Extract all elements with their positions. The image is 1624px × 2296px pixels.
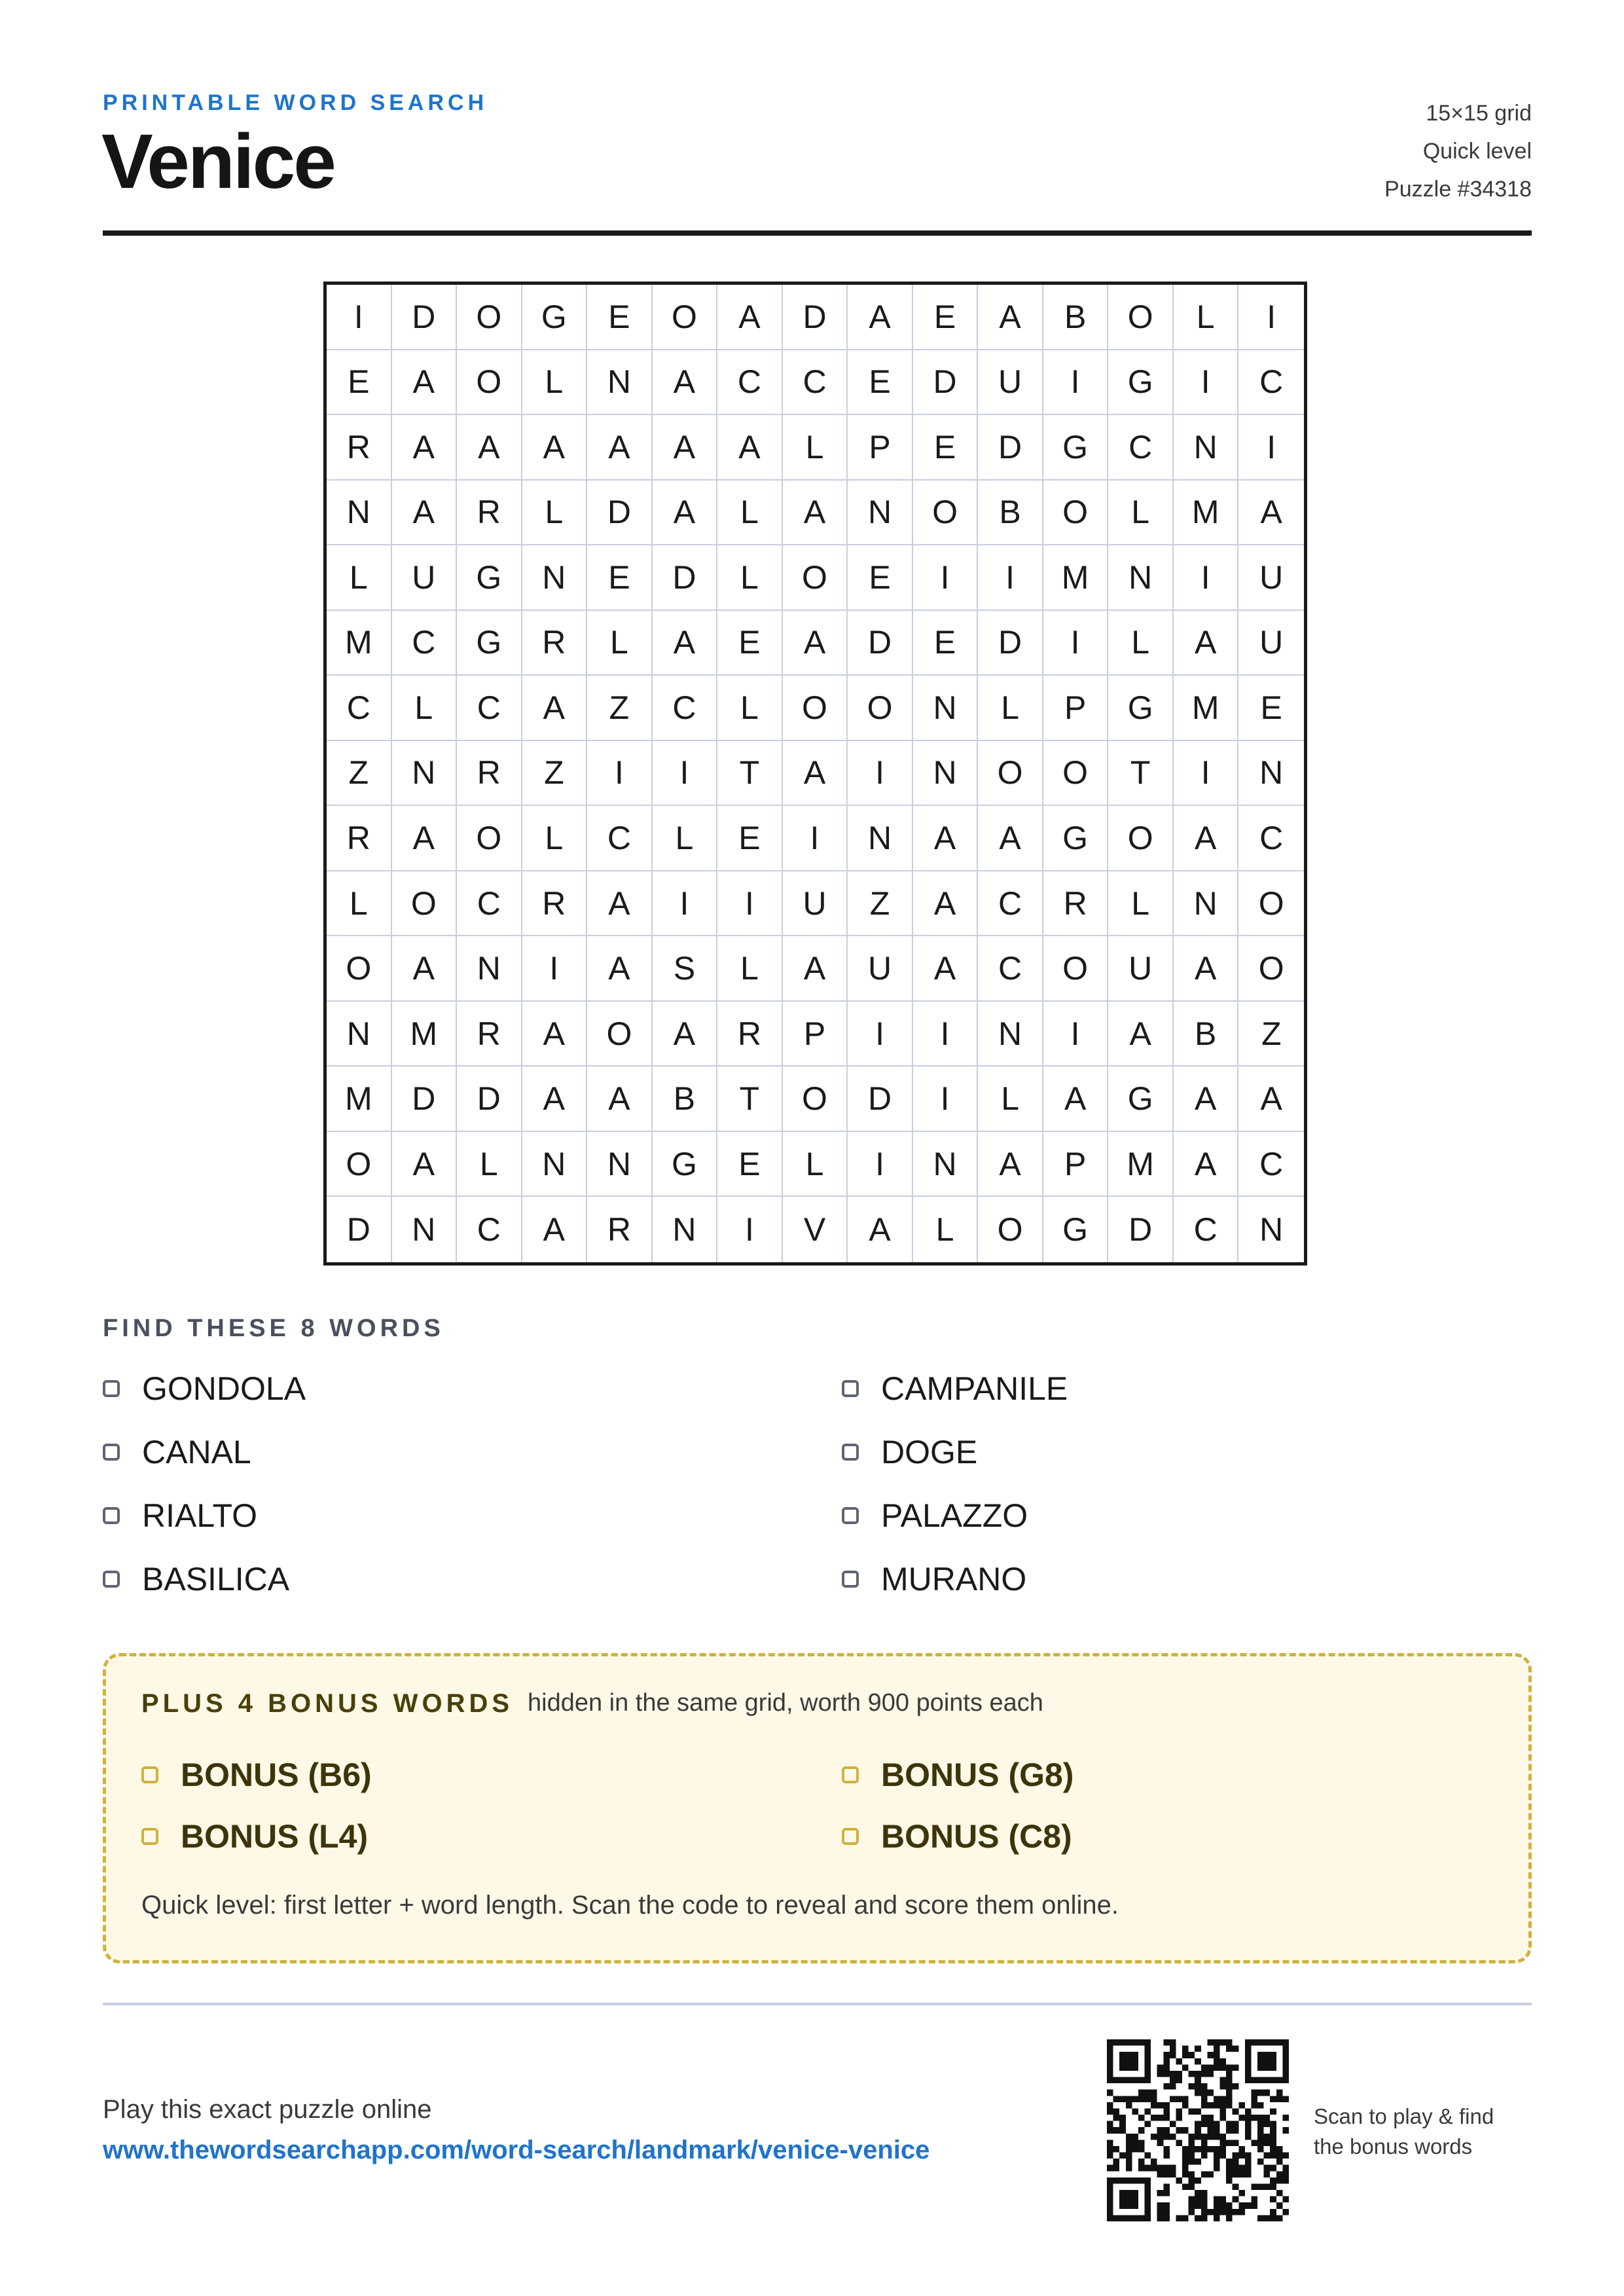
grid-cell[interactable]: G xyxy=(457,545,522,611)
grid-cell[interactable]: G xyxy=(1108,676,1174,741)
word-label: CAMPANILE xyxy=(881,1370,1068,1407)
grid-cell[interactable]: I xyxy=(327,285,392,350)
grid-cell[interactable]: L xyxy=(717,936,783,1002)
qr-caption-line: Scan to play & find xyxy=(1314,2104,1494,2128)
grid-cell[interactable]: R xyxy=(457,1002,522,1067)
bonus-item[interactable] xyxy=(842,1756,1074,1794)
grid-cell[interactable]: A xyxy=(1174,936,1239,1002)
grid-cell[interactable]: M xyxy=(1174,481,1239,546)
bonus-heading: PLUS 4 BONUS WORDS xyxy=(141,1689,514,1718)
grid-cell[interactable]: Z xyxy=(522,741,588,807)
header-divider xyxy=(103,230,1532,236)
grid-cell[interactable]: M xyxy=(1174,676,1239,741)
bonus-checkbox[interactable] xyxy=(141,1766,158,1783)
grid-cell[interactable]: A xyxy=(978,806,1043,871)
grid-cell[interactable]: A xyxy=(653,1002,718,1067)
grid-cell[interactable]: C xyxy=(978,936,1043,1002)
grid-cell[interactable]: L xyxy=(392,676,458,741)
grid-cell[interactable]: C xyxy=(392,611,458,676)
grid-cell[interactable]: B xyxy=(1174,1002,1239,1067)
grid-cell[interactable]: A xyxy=(783,741,848,807)
puzzle-url-link[interactable]: www.thewordsearchapp.com/word-search/landmark/venice-venice xyxy=(103,2136,930,2164)
grid-cell[interactable]: N xyxy=(848,806,913,871)
grid-cell[interactable]: N xyxy=(587,350,653,416)
grid-cell[interactable]: C xyxy=(457,1197,522,1262)
page-title: Venice xyxy=(101,118,334,205)
grid-cell[interactable]: L xyxy=(522,350,588,416)
grid-cell[interactable]: D xyxy=(978,611,1043,676)
grid-cell[interactable]: A xyxy=(653,350,718,416)
grid-cell[interactable]: D xyxy=(392,285,458,350)
word-checkbox[interactable] xyxy=(103,1571,120,1588)
qr-caption-line: the bonus words xyxy=(1314,2134,1473,2159)
word-checkbox[interactable] xyxy=(842,1444,859,1461)
grid-cell[interactable]: E xyxy=(587,285,653,350)
grid-cell[interactable]: A xyxy=(1238,1066,1304,1132)
grid-cell[interactable]: L xyxy=(913,1197,979,1262)
word-item[interactable] xyxy=(842,1433,977,1471)
grid-cell[interactable]: G xyxy=(1108,350,1174,416)
grid-cell[interactable]: I xyxy=(913,1002,979,1067)
grid-cell[interactable]: A xyxy=(848,285,913,350)
grid-cell[interactable]: M xyxy=(1043,545,1109,611)
grid-cell[interactable]: E xyxy=(717,806,783,871)
grid-cell[interactable]: D xyxy=(1108,1197,1174,1262)
grid-cell[interactable]: U xyxy=(392,545,458,611)
grid-cell[interactable]: G xyxy=(1043,1197,1109,1262)
word-item[interactable] xyxy=(103,1560,289,1598)
grid-cell[interactable]: L xyxy=(327,871,392,937)
grid-cell[interactable]: O xyxy=(913,481,979,546)
grid-cell[interactable]: I xyxy=(587,741,653,807)
grid-cell[interactable]: I xyxy=(717,871,783,937)
grid-cell[interactable]: L xyxy=(587,611,653,676)
grid-cell[interactable]: L xyxy=(783,1132,848,1197)
grid-cell[interactable]: D xyxy=(848,1066,913,1132)
grid-cell[interactable]: N xyxy=(848,481,913,546)
grid-cell[interactable]: A xyxy=(783,936,848,1002)
grid-cell[interactable]: A xyxy=(653,481,718,546)
word-item[interactable] xyxy=(842,1497,1028,1535)
grid-cell[interactable]: E xyxy=(913,611,979,676)
grid-cell[interactable]: O xyxy=(1108,285,1174,350)
grid-cell[interactable]: O xyxy=(1238,936,1304,1002)
grid-cell[interactable]: O xyxy=(457,285,522,350)
grid-cell[interactable]: A xyxy=(587,936,653,1002)
grid-cell[interactable]: I xyxy=(653,871,718,937)
grid-cell[interactable]: I xyxy=(848,1002,913,1067)
bonus-note: Quick level: first letter + word length. Scan the code to reveal and score them online. xyxy=(141,1891,1119,1920)
grid-cell[interactable]: U xyxy=(783,871,848,937)
grid-cell[interactable]: N xyxy=(1238,741,1304,807)
grid-cell[interactable]: N xyxy=(457,936,522,1002)
grid-cell[interactable]: B xyxy=(653,1066,718,1132)
word-item[interactable] xyxy=(842,1560,1026,1598)
bonus-subtitle: hidden in the same grid, worth 900 points each xyxy=(528,1689,1043,1717)
grid-cell[interactable]: N xyxy=(1108,545,1174,611)
grid-cell[interactable]: T xyxy=(717,741,783,807)
word-label: RIALTO xyxy=(142,1497,257,1534)
grid-cell[interactable]: I xyxy=(783,806,848,871)
grid-cell[interactable]: O xyxy=(978,741,1043,807)
grid-cell[interactable]: C xyxy=(717,350,783,416)
bonus-checkbox[interactable] xyxy=(842,1766,859,1783)
grid-cell[interactable]: I xyxy=(1238,415,1304,481)
grid-cell[interactable]: L xyxy=(522,481,588,546)
grid-cell[interactable]: M xyxy=(327,1066,392,1132)
grid-cell[interactable]: N xyxy=(1259,1211,1284,1248)
grid-cell[interactable]: N xyxy=(522,1132,588,1197)
grid-cell[interactable]: A xyxy=(653,611,718,676)
bonus-item[interactable] xyxy=(141,1756,372,1794)
grid-cell[interactable]: C xyxy=(457,871,522,937)
grid-cell[interactable]: L xyxy=(978,1066,1043,1132)
grid-cell[interactable]: N xyxy=(327,1002,392,1067)
grid-cell[interactable]: A xyxy=(978,1132,1043,1197)
grid-cell[interactable]: M xyxy=(392,1002,458,1067)
word-list-heading: FIND THESE 8 WORDS xyxy=(103,1315,444,1342)
grid-cell[interactable]: O xyxy=(978,1197,1043,1262)
grid-cell[interactable]: L xyxy=(522,806,588,871)
bonus-item[interactable] xyxy=(141,1817,368,1855)
grid-cell[interactable]: O xyxy=(1043,741,1109,807)
grid-cell[interactable]: L xyxy=(653,806,718,871)
bonus-checkbox[interactable] xyxy=(842,1828,859,1845)
grid-cell[interactable]: O xyxy=(327,936,392,1002)
grid-cell[interactable]: G xyxy=(653,1132,718,1197)
grid-cell[interactable]: E xyxy=(913,285,979,350)
grid-cell[interactable]: D xyxy=(653,545,718,611)
grid-cell[interactable]: A xyxy=(457,415,522,481)
grid-cell[interactable]: C xyxy=(978,871,1043,937)
grid-cell[interactable]: U xyxy=(1238,545,1304,611)
grid-cell[interactable]: A xyxy=(392,415,458,481)
grid-cell[interactable]: A xyxy=(392,481,458,546)
grid-cell[interactable]: G xyxy=(457,611,522,676)
grid-cell[interactable]: N xyxy=(587,1132,653,1197)
grid-cell[interactable]: N xyxy=(392,1197,458,1262)
play-online-label: Play this exact puzzle online xyxy=(103,2095,432,2124)
grid-cell[interactable]: P xyxy=(1043,676,1109,741)
grid-cell[interactable]: I xyxy=(1174,350,1239,416)
grid-cell[interactable]: D xyxy=(457,1066,522,1132)
grid-cell[interactable]: C xyxy=(457,676,522,741)
level-label: Quick level xyxy=(1422,139,1532,164)
grid-cell[interactable]: R xyxy=(1043,871,1109,937)
grid-cell[interactable]: T xyxy=(1108,741,1174,807)
grid-cell[interactable]: A xyxy=(653,415,718,481)
grid-cell[interactable]: O xyxy=(653,285,718,350)
grid-cell[interactable]: A xyxy=(522,1197,588,1262)
grid-cell[interactable]: G xyxy=(1108,1066,1174,1132)
grid-cell[interactable]: L xyxy=(1174,285,1239,350)
grid-cell[interactable]: A xyxy=(1174,806,1239,871)
grid-cell[interactable]: B xyxy=(978,481,1043,546)
grid-cell[interactable]: C xyxy=(783,350,848,416)
grid-cell[interactable]: A xyxy=(1238,481,1304,546)
word-item[interactable] xyxy=(103,1370,306,1408)
grid-cell[interactable]: I xyxy=(653,741,718,807)
grid-cell[interactable]: A xyxy=(1174,1066,1239,1132)
grid-cell[interactable]: R xyxy=(522,871,588,937)
grid-cell[interactable]: A xyxy=(392,936,458,1002)
grid-cell[interactable]: D xyxy=(392,1066,458,1132)
grid-cell[interactable]: N xyxy=(913,741,979,807)
grid-cell[interactable]: I xyxy=(1043,611,1109,676)
grid-cell[interactable]: O xyxy=(1043,481,1109,546)
grid-cell[interactable]: E xyxy=(913,415,979,481)
grid-cell[interactable]: A xyxy=(717,415,783,481)
grid-cell[interactable]: A xyxy=(522,415,588,481)
grid-cell[interactable]: N xyxy=(913,1132,979,1197)
grid-cell[interactable]: S xyxy=(653,936,718,1002)
grid-cell[interactable]: I xyxy=(1174,741,1239,807)
grid-cell[interactable]: D xyxy=(783,285,848,350)
grid-cell[interactable]: N xyxy=(978,1002,1043,1067)
grid-cell[interactable]: M xyxy=(327,611,392,676)
grid-cell[interactable]: T xyxy=(717,1066,783,1132)
grid-cell[interactable]: R xyxy=(522,611,588,676)
grid-cell[interactable]: A xyxy=(587,415,653,481)
grid-cell[interactable]: A xyxy=(522,1002,588,1067)
grid-cell[interactable]: A xyxy=(717,285,783,350)
grid-cell[interactable]: O xyxy=(783,1066,848,1132)
word-item[interactable] xyxy=(103,1497,257,1535)
grid-cell[interactable]: P xyxy=(1043,1132,1109,1197)
grid-cell[interactable]: A xyxy=(913,871,979,937)
grid-cell[interactable]: E xyxy=(717,1132,783,1197)
grid-cell[interactable]: P xyxy=(783,1002,848,1067)
grid-cell[interactable]: A xyxy=(783,481,848,546)
grid-cell[interactable]: C xyxy=(1108,415,1174,481)
grid-cell[interactable]: L xyxy=(978,676,1043,741)
grid-cell[interactable]: O xyxy=(587,1002,653,1067)
grid-cell[interactable]: A xyxy=(913,806,979,871)
word-checkbox[interactable] xyxy=(103,1380,120,1397)
grid-cell[interactable]: I xyxy=(913,545,979,611)
grid-cell[interactable]: A xyxy=(392,1132,458,1197)
word-checkbox[interactable] xyxy=(842,1380,859,1397)
grid-cell[interactable]: A xyxy=(587,1066,653,1132)
grid-cell[interactable]: O xyxy=(1043,936,1109,1002)
grid-cell[interactable]: L xyxy=(1108,481,1174,546)
grid-cell[interactable]: A xyxy=(848,1197,913,1262)
grid-cell[interactable]: U xyxy=(1238,611,1304,676)
grid-cell[interactable]: I xyxy=(1043,1002,1109,1067)
grid-cell[interactable]: E xyxy=(848,545,913,611)
grid-cell[interactable]: O xyxy=(848,676,913,741)
bonus-label: BONUS (G8) xyxy=(881,1757,1074,1793)
grid-cell[interactable]: A xyxy=(1043,1066,1109,1132)
grid-cell[interactable]: A xyxy=(1108,1002,1174,1067)
grid-cell[interactable]: U xyxy=(1108,936,1174,1002)
grid-cell[interactable]: C xyxy=(1238,806,1304,871)
grid-cell[interactable]: I xyxy=(913,1066,979,1132)
grid-cell[interactable]: O xyxy=(327,1132,392,1197)
grid-cell[interactable]: U xyxy=(848,936,913,1002)
grid-cell[interactable]: C xyxy=(1238,350,1304,416)
grid-cell[interactable]: Z xyxy=(1238,1002,1304,1067)
grid-cell[interactable]: L xyxy=(457,1132,522,1197)
qr-code[interactable] xyxy=(1107,2039,1289,2221)
grid-cell[interactable]: E xyxy=(717,611,783,676)
grid-cell[interactable]: L xyxy=(1108,871,1174,937)
grid-cell[interactable]: R xyxy=(457,481,522,546)
word-label: PALAZZO xyxy=(881,1497,1028,1534)
grid-cell[interactable]: D xyxy=(978,415,1043,481)
grid-cell[interactable]: O xyxy=(457,350,522,416)
grid-cell[interactable]: I xyxy=(522,936,588,1002)
word-checkbox[interactable] xyxy=(103,1507,120,1524)
grid-cell[interactable]: L xyxy=(717,676,783,741)
grid-cell[interactable]: O xyxy=(1108,806,1174,871)
grid-cell[interactable]: Z xyxy=(587,676,653,741)
grid-cell[interactable]: I xyxy=(848,1132,913,1197)
grid-cell[interactable]: C xyxy=(1174,1197,1239,1262)
grid-cell[interactable]: O xyxy=(783,676,848,741)
word-label: MURANO xyxy=(881,1561,1027,1597)
grid-cell[interactable]: P xyxy=(848,415,913,481)
grid-cell[interactable]: I xyxy=(978,545,1043,611)
grid-cell[interactable]: B xyxy=(1043,285,1109,350)
grid-cell[interactable]: R xyxy=(587,1197,653,1262)
grid-cell[interactable]: N xyxy=(1174,415,1239,481)
grid-cell[interactable]: R xyxy=(717,1002,783,1067)
grid-cell[interactable]: N xyxy=(327,481,392,546)
grid-cell[interactable]: Z xyxy=(848,871,913,937)
grid-cell[interactable]: C xyxy=(653,676,718,741)
grid-cell[interactable]: I xyxy=(1043,350,1109,416)
grid-cell[interactable]: O xyxy=(392,871,458,937)
grid-cell[interactable]: R xyxy=(327,806,392,871)
puzzle-meta xyxy=(1384,94,1532,208)
grid-cell[interactable]: R xyxy=(457,741,522,807)
bonus-label: BONUS (L4) xyxy=(181,1818,369,1855)
grid-cell[interactable]: O xyxy=(457,806,522,871)
grid-cell[interactable]: A xyxy=(522,1066,588,1132)
grid-cell[interactable]: E xyxy=(587,545,653,611)
grid-cell[interactable]: N xyxy=(1174,871,1239,937)
bonus-label: BONUS (B6) xyxy=(181,1757,372,1793)
grid-cell[interactable]: N xyxy=(392,741,458,807)
puzzle-number-label: Puzzle #34318 xyxy=(1384,177,1532,202)
grid-cell[interactable]: L xyxy=(717,481,783,546)
grid-cell[interactable]: O xyxy=(783,545,848,611)
grid-cell[interactable]: U xyxy=(978,350,1043,416)
grid-cell[interactable]: L xyxy=(1108,611,1174,676)
grid-cell[interactable]: N xyxy=(653,1197,718,1262)
grid-cell[interactable]: N xyxy=(913,676,979,741)
qr-caption xyxy=(1314,2102,1517,2162)
bonus-checkbox[interactable] xyxy=(141,1828,158,1845)
grid-cell[interactable]: D xyxy=(848,611,913,676)
bonus-label: BONUS (C8) xyxy=(881,1818,1072,1855)
grid-cell[interactable]: A xyxy=(978,285,1043,350)
page-kicker: PRINTABLE WORD SEARCH xyxy=(103,90,488,115)
grid-cell[interactable]: O xyxy=(1238,871,1304,937)
word-checkbox[interactable] xyxy=(842,1507,859,1524)
grid-cell[interactable]: A xyxy=(1174,1132,1239,1197)
grid-size-label: 15×15 grid xyxy=(1426,101,1532,126)
grid-cell[interactable]: I xyxy=(1238,285,1304,350)
word-label: CANAL xyxy=(142,1434,251,1470)
word-label: BASILICA xyxy=(142,1561,290,1597)
bonus-item[interactable] xyxy=(842,1817,1072,1855)
grid-cell[interactable]: A xyxy=(392,806,458,871)
grid-cell[interactable]: N xyxy=(522,545,588,611)
grid-cell[interactable]: R xyxy=(327,415,392,481)
word-item[interactable] xyxy=(842,1370,1068,1408)
grid-cell[interactable]: G xyxy=(1043,415,1109,481)
grid-cell[interactable]: L xyxy=(717,545,783,611)
grid-cell[interactable]: A xyxy=(913,936,979,1002)
grid-cell[interactable]: E xyxy=(1238,676,1304,741)
grid-cell[interactable]: A xyxy=(783,611,848,676)
word-item[interactable] xyxy=(103,1433,251,1471)
letter-grid xyxy=(323,282,1307,1266)
grid-cell[interactable]: Z xyxy=(327,741,392,807)
grid-cell[interactable]: G xyxy=(1043,806,1109,871)
word-label: GONDOLA xyxy=(142,1370,306,1407)
grid-cell[interactable]: E xyxy=(848,350,913,416)
word-checkbox[interactable] xyxy=(103,1444,120,1461)
grid-cell[interactable]: A xyxy=(587,871,653,937)
grid-cell[interactable]: D xyxy=(587,481,653,546)
grid-cell[interactable]: C xyxy=(1238,1132,1304,1197)
grid-cell[interactable]: C xyxy=(327,676,392,741)
grid-cell[interactable]: A xyxy=(1174,611,1239,676)
grid-cell[interactable]: A xyxy=(522,676,588,741)
grid-cell[interactable]: I xyxy=(848,741,913,807)
word-checkbox[interactable] xyxy=(842,1571,859,1588)
grid-cell[interactable]: I xyxy=(1174,545,1239,611)
footer-divider xyxy=(103,2003,1532,2005)
grid-cell[interactable]: M xyxy=(1108,1132,1174,1197)
grid-cell[interactable]: E xyxy=(327,350,392,416)
grid-cell[interactable]: V xyxy=(783,1197,848,1262)
grid-cell[interactable]: C xyxy=(587,806,653,871)
grid-cell[interactable]: D xyxy=(327,1197,392,1262)
word-label: DOGE xyxy=(881,1434,978,1470)
grid-cell[interactable]: I xyxy=(717,1197,783,1262)
grid-cell[interactable]: A xyxy=(392,350,458,416)
grid-cell[interactable]: G xyxy=(522,285,588,350)
grid-cell[interactable]: L xyxy=(783,415,848,481)
grid-cell[interactable]: L xyxy=(327,545,392,611)
grid-cell[interactable]: D xyxy=(913,350,979,416)
